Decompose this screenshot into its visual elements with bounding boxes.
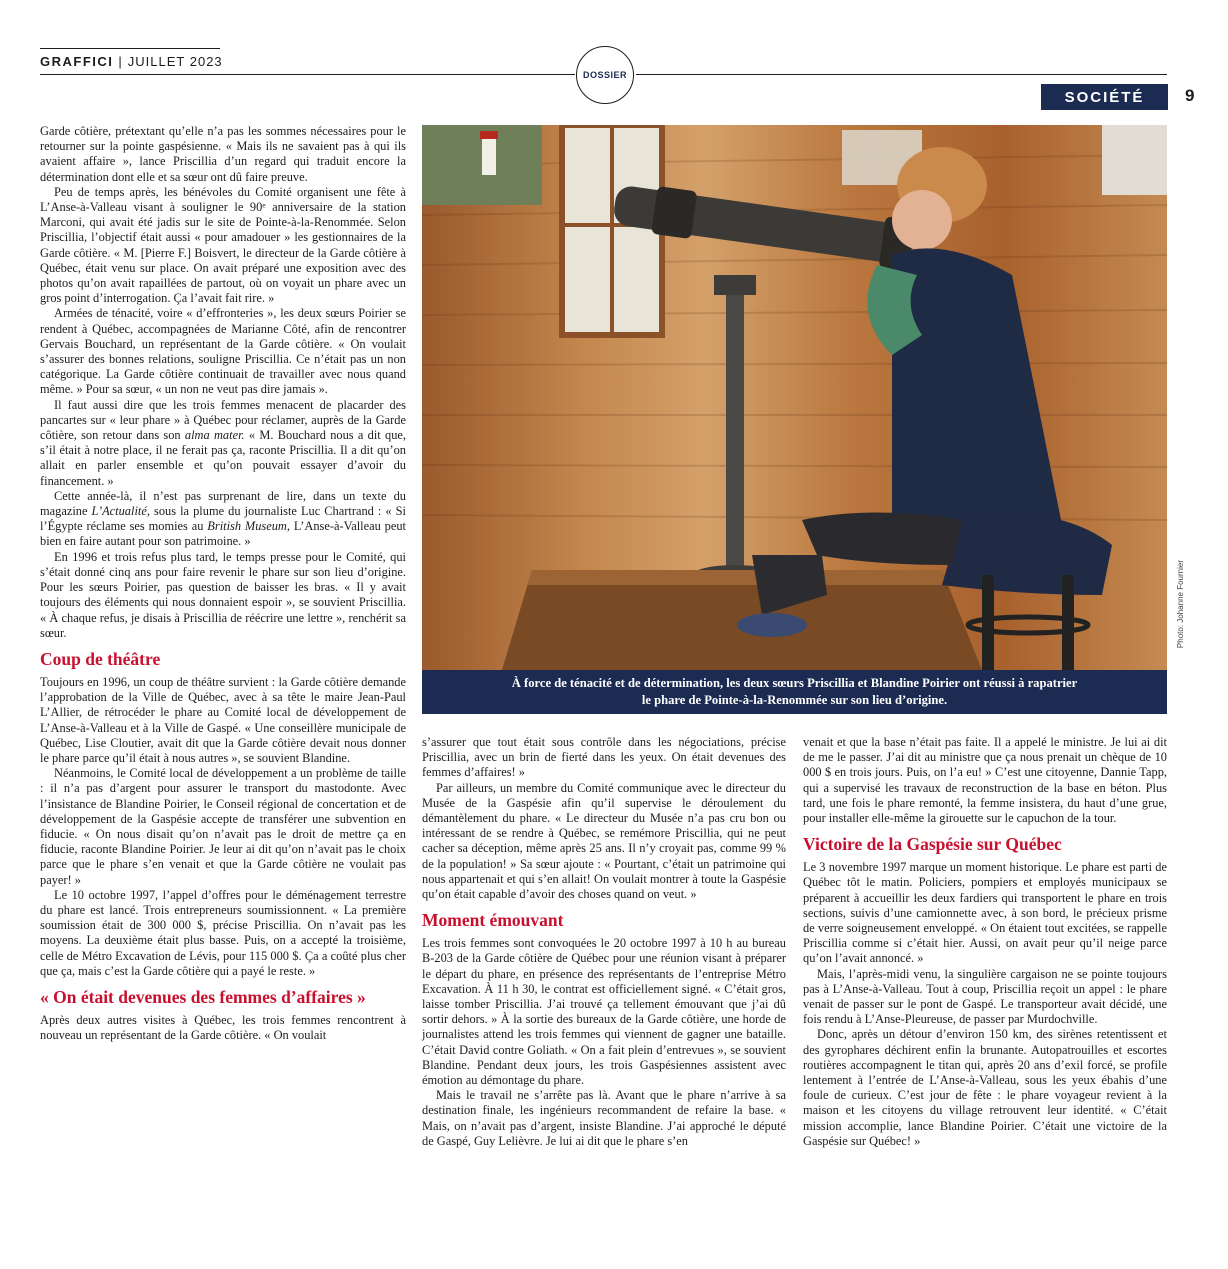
paragraph-emphasis: L’Actualité xyxy=(91,504,147,519)
publication-line xyxy=(40,54,223,69)
caption-line-2: le phare de Pointe-à-la-Renommée sur son lieu d’origine. xyxy=(641,693,948,707)
page-number: 9 xyxy=(1185,86,1195,105)
header-top-rule xyxy=(40,48,220,49)
caption-line-1: À force de ténacité et de détermination, les deux sœurs Priscillia et Blandine Poirier ont réussi à rapatrier xyxy=(511,676,1078,690)
publication-name: GRAFFICI xyxy=(40,54,114,69)
section-badge: SOCIÉTÉ xyxy=(1041,84,1168,110)
paragraph: Après deux autres visites à Québec, les trois femmes rencontrent à nouveau un représentant de la Garde côtière. « On voulait xyxy=(40,1012,406,1043)
paragraph: Donc, après un détour d’environ 150 km, des sirènes retentissent et des gyrophares déchirent enfin la brunante. Autopatrouilles et escortes routières accompagnent le titan qui, après 20 ans d’exil forcé, se profile lentement à l’entrée de L’Anse-à-Valleau, sous les yeux ébahis d’une foule de curieux. C’est jour de fête : le phare voyageur revient à la maison et les citoyens du village retrouvent leur identité. « C’était mission accomplie, lance Blandine Poirier. C’était une victoire de la Gaspésie sur Québec! » xyxy=(803,1027,1167,1148)
photo-illustration xyxy=(422,125,1167,670)
photo-caption xyxy=(422,670,1167,714)
paragraph: Le 10 octobre 1997, l’appel d’offres pour le déménagement terrestre du phare est lancé. Trois entrepreneurs soumissionnent. « La première soumission était de 300 000 $, précise Priscillia. On n’avait pas les moyens. La deuxième était plus basse. Puis, on a accepté la troisième, celle de Métro Excavation de Lévis, pour 115 000 $. Ça a coûté plus cher que ça, mais c’est la Garde côtière qui a payé le reste. » xyxy=(40,887,406,978)
paragraph xyxy=(40,398,406,489)
photo-credit: Photo: Johanne Fournier xyxy=(1176,560,1185,649)
subheading: « On était devenues des femmes d’affaires » xyxy=(40,986,366,1007)
paragraph: Par ailleurs, un membre du Comité communique avec le directeur du Musée de la Gaspésie afin qu’il supervise le déroulement du démantèlement du phare. « Le directeur du Musée n’a pas cru bon ou intéressant de se rendre à Québec, se remémore Priscillia, qui ne peut cacher sa déception, même après 25 ans. Il n’y croyait pas, comme 99 % de la population! » Sa sœur ajoute : « Pourtant, c’était un patrimoine qui nous appartenait et qui s’en allait! On voulait montrer à toute la Gaspésie qu’on était capable d’avoir des choses quand on veut. » xyxy=(422,780,786,902)
subheading: Moment émouvant xyxy=(422,910,564,931)
article-column-2 xyxy=(422,735,786,1149)
paragraph: Armées de ténacité, voire « d’effronteries », les deux sœurs Poirier se rendent à Québec, accompagnées de Marianne Côté, afin de rencontrer Gervais Bouchard, un représentant de la Garde côtière. « On voulait s’assurer des bonnes relations, souligne Priscillia. Ce n’était pas un non catégorique. La Garde côtière continuait de travailler avec nous quand même. » Pour sa sœur, « un non ne veut pas dire jamais ». xyxy=(40,306,406,397)
issue-date: JUILLET 2023 xyxy=(127,54,223,69)
article-photo xyxy=(422,125,1167,670)
paragraph-text: Il faut aussi dire que les trois femmes menacent de placarder des pancartes sur « leur phare » à Québec pour réclamer, auprès de la Garde côtière, son retour dans son xyxy=(40,397,406,443)
paragraph: Les trois femmes sont convoquées le 20 octobre 1997 à 10 h au bureau B-203 de la Garde côtière de Québec pour une réunion visant à préparer le départ du phare, en présence des représentants de l’entreprise Métro Excavation. À 11 h 30, le contrat est officiellement signé. « C’était gros, laisse tomber Priscillia. J’ai trouvé ça tellement émouvant que j’ai dû sortir dehors. » À la sortie des bureaux de la Garde côtière, une horde de journalistes attend les trois femmes qui viennent de gagner une bataille. C’était David contre Goliath. « On a fait plein d’entrevues », se souvient Blandine. Pendant deux jours, les trois Gaspésiennes assistent avec émotion au démontage du phare. xyxy=(422,936,786,1088)
paragraph: Garde côtière, prétextant qu’elle n’a pas les sommes nécessaires pour le retourner sur la pointe gaspésienne. « Mais ils ne savaient pas à qui ils avaient affaire », lance Priscillia d’un regard qui traduit encore la détermination dont elle et sa sœur ont dû faire preuve. xyxy=(40,124,406,184)
publication-separator: | xyxy=(118,54,123,69)
header-rule-left xyxy=(40,74,575,75)
paragraph-text: , L’Anse-à-Valleau peut bien en faire autant pour son patrimoine. » xyxy=(40,519,406,549)
article-column-1 xyxy=(40,124,406,1043)
paragraph xyxy=(40,489,406,550)
paragraph-emphasis: British Museum xyxy=(207,519,287,534)
paragraph: Néanmoins, le Comité local de développement a un problème de taille : il n’a pas d’argent pour assurer le transport du mastodonte. Avec l’insistance de Blandine Poirier, le Conseil régional de concertation et de développement de la Gaspésie accepte de transférer une subvention en fiducie. « On nous disait qu’on n’avait pas le droit de mettre ça en fiducie, raconte Blandine Poirier. Je leur ai dit qu’on n’avait pas le choix parce que le phare s’en venait et que la Garde côtière ne voulait pas payer! » xyxy=(40,766,406,887)
paragraph: Mais le travail ne s’arrête pas là. Avant que le phare n’arrive à sa destination finale, les ingénieurs recommandent de refaire la base. « Mais, on n’avait pas d’argent, insiste Blandine. J’ai approché le député de Gaspé, Guy Lelièvre. Je lui ai dit que le phare s’en xyxy=(422,1088,786,1148)
paragraph: venait et que la base n’était pas faite. Il a appelé le ministre. Je lui ai dit de me le passer. J’ai dit au ministre que ça nous prenait un chèque de 10 000 $ en trois jours. Puis, on l’a eu! » C’est une citoyenne, Dannie Tapp, qui a supervisé les travaux de reconstruction de la base en béton. Plus tard, une fois le phare remonté, la femme insistera, du haut d’une grue, pour installer elle-même la girouette sur le capuchon de la tour. xyxy=(803,735,1167,826)
paragraph: Mais, l’après-midi venu, la singulière cargaison ne se pointe toujours pas à L’Anse-à-Valleau. Tout à coup, Priscillia reçoit un appel : le phare venait de passer sur le pont de Gaspé. Le transporteur avait décidé, une fois rendu à L’Anse-Pleureuse, de passer par Murdochville. xyxy=(803,966,1167,1027)
paragraph: En 1996 et trois refus plus tard, le temps presse pour le Comité, qui s’était donné cinq ans pour faire revenir le phare sur son lieu d’origine. Pour les sœurs Poirier, pas question de baisser les bras. « Il y avait toujours des éléments qui nous donnaient espoir », se souvient Priscillia. « À chaque refus, je disais à Priscillia de réécrire une lettre », renchérit sa sœur. xyxy=(40,549,406,640)
paragraph: Le 3 novembre 1997 marque un moment historique. Le phare est parti de Québec tôt le matin. Policiers, pompiers et employés municipaux se préparent à accueillir les deux fardiers qui transportent le phare en trois sections, suivis d’une camionnette avec, à son bord, le précieux prisme de verre soigneusement enveloppé. « On étaient tout excitées, se rappelle Priscillia comme si c’était hier. Aussi, on avait peur qu’il neige parce qu’on l’avait annoncé. » xyxy=(803,860,1167,966)
paragraph-text: Cette année-là, il n’est pas surprenant de lire, dans un texte du magazine xyxy=(40,488,406,519)
dossier-badge: DOSSIER xyxy=(576,46,634,104)
article-column-3 xyxy=(803,735,1167,1149)
paragraph: Toujours en 1996, un coup de théâtre survient : la Garde côtière demande l’approbation de la Ville de Québec, avec à sa tête le maire Jean-Paul L’Allier, de rétrocéder le phare au Comité local de développement de L’Anse-à-Valleau et à la Ville de Gaspé. « Une conseillère municipale de Québec, Lise Cloutier, avait dit que la Garde côtière devait nous donner le phare parce qu’il était à nous autres », se souvient Blandine. xyxy=(40,674,406,765)
paragraph: s’assurer que tout était sous contrôle dans les négociations, précise Priscillia, avec un brin de fierté dans les yeux. On était devenues des femmes d’affaires! » xyxy=(422,735,786,780)
header-rule-right xyxy=(636,74,1167,75)
paragraph-text: , sous la plume du journaliste Luc Chartrand : « Si l’Égypte réclame ses momies au xyxy=(40,504,406,534)
paragraph-text: « M. Bouchard nous a dit que, s’il était à notre place, il ne ferait pas ça, raconte Priscillia. Il a dit qu’on allait en parler ensemble et qu’on pouvait essayer d’avoir du financement. » xyxy=(40,428,407,488)
paragraph: Peu de temps après, les bénévoles du Comité organisent une fête à L’Anse-à-Valleau visant à souligner le 90ᵉ anniversaire de la station Marconi, qui avait été jadis sur le site de Pointe-à-la-Renommée. Selon Priscillia, l’objectif était aussi « pour amadouer » les gestionnaires de la Garde côtière. « M. [Pierre F.] Boisvert, le directeur de la Garde côtière à Québec, était venu sur place. On avait préparé une exposition avec des photos qu’on avait rapaillées de partout, où on voyait un phare avec un gros point d’interrogation. Ça l’avait fait rire. » xyxy=(40,184,406,306)
subheading: Victoire de la Gaspésie sur Québec xyxy=(803,834,1062,855)
paragraph-emphasis: alma mater. xyxy=(184,428,245,443)
subheading: Coup de théâtre xyxy=(40,648,161,669)
